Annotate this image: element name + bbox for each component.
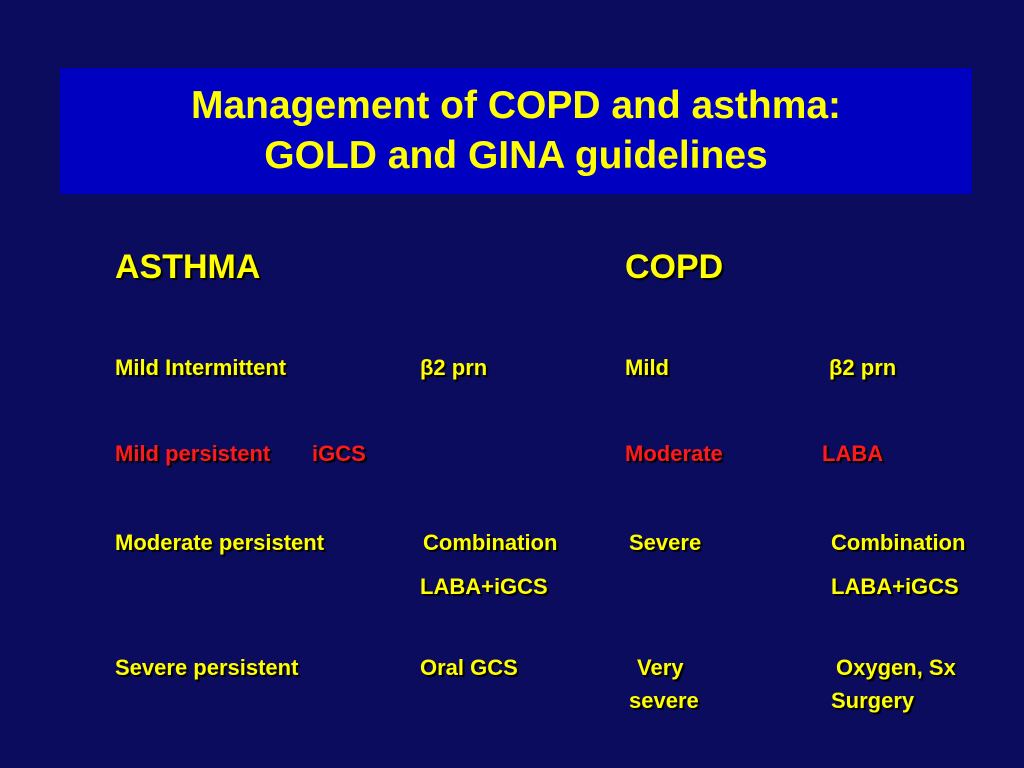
copd-level-very: Very — [637, 655, 684, 680]
copd-treatment-laba-igcs: LABA+iGCS — [831, 574, 959, 599]
asthma-level-severe-persistent: Severe persistent — [115, 655, 299, 680]
slide-title-line-1: Management of COPD and asthma: — [190, 84, 842, 127]
copd-header: COPD — [625, 248, 724, 286]
asthma-level-moderate-persistent: Moderate persistent — [115, 530, 325, 555]
copd-level-severe: Severe — [629, 530, 702, 555]
asthma-treatment-laba-igcs: LABA+iGCS — [420, 574, 548, 599]
title-box — [60, 68, 972, 194]
asthma-header: ASTHMA — [115, 248, 261, 286]
copd-treatment-combination: Combination — [831, 530, 966, 555]
asthma-level-mild-intermittent: Mild Intermittent — [115, 355, 287, 380]
copd-treatment-laba: LABA — [822, 441, 884, 466]
asthma-treatment-beta2-prn: β2 prn — [420, 355, 488, 380]
slide-title-line-2: GOLD and GINA guidelines — [264, 134, 768, 177]
asthma-treatment-igcs: iGCS — [312, 441, 366, 466]
asthma-treatment-combination: Combination — [423, 530, 558, 555]
asthma-level-mild-persistent: Mild persistent — [115, 441, 271, 466]
copd-treatment-oxygen-sx: Oxygen, Sx — [836, 655, 956, 680]
copd-level-moderate: Moderate — [625, 441, 723, 466]
copd-treatment-beta2-prn: β2 prn — [829, 355, 897, 380]
copd-level-severe-word: severe — [629, 688, 699, 713]
copd-level-mild: Mild — [625, 355, 669, 380]
copd-treatment-surgery: Surgery — [831, 688, 915, 713]
asthma-treatment-oral-gcs: Oral GCS — [420, 655, 518, 680]
